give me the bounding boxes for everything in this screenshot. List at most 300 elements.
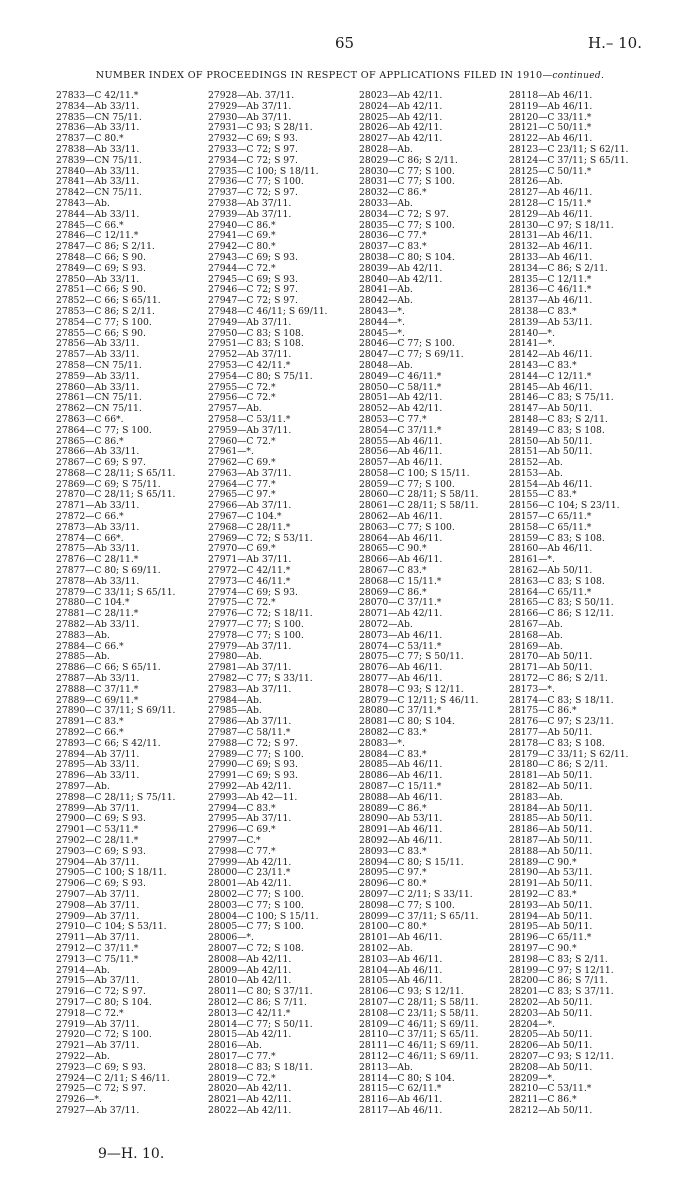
index-entry: 27854—C 77; S 100. — [56, 316, 152, 328]
index-entry: 27860—Ab 33/11. — [56, 381, 140, 393]
index-entry: 28132—Ab 46/11. — [509, 241, 593, 253]
index-entry: 28109—C 46/11; S 69/11. — [359, 1018, 479, 1030]
index-entry: 28148—C 83; S 2/11. — [509, 413, 608, 425]
index-entry: 28184—Ab 50/11. — [509, 802, 593, 814]
index-entry: 27953—C 42/11.* — [208, 359, 291, 371]
index-entry: 27954—C 80; S 75/11. — [208, 370, 313, 382]
index-entry: 28068—C 15/11.* — [359, 575, 442, 587]
index-entry: 28044—*. — [359, 316, 405, 328]
index-entry: 28100—C 80.* — [359, 921, 427, 933]
index-entry: 27956—C 72.* — [208, 392, 276, 404]
index-entry: 28086—Ab 46/11. — [359, 770, 443, 782]
index-entry: 28153—Ab. — [509, 467, 563, 479]
index-entry: 27919—Ab 37/11. — [56, 1018, 140, 1030]
index-entry: 28172—C 86; S 2/11. — [509, 673, 608, 685]
index-entry: 28034—C 72; S 97. — [359, 208, 449, 220]
index-entry: 28087—C 15/11.* — [359, 781, 442, 792]
index-entry: 28097—C 2/11; S 33/11. — [359, 888, 473, 900]
index-entry: 27921—Ab 37/11. — [56, 1040, 140, 1052]
index-entry: 28176—C 97; S 23/11. — [509, 716, 614, 728]
index-entry: 28152—Ab. — [509, 457, 563, 469]
index-entry: 28211—C 86.* — [509, 1094, 577, 1106]
index-entry: 27905—C 100; S 18/11. — [56, 867, 167, 879]
index-entry: 28040—Ab 42/11. — [359, 273, 443, 285]
index-entry: 27834—Ab 33/11. — [56, 100, 140, 112]
index-entry: 28145—Ab 46/11. — [509, 381, 593, 393]
index-entry: 28090—Ab 53/11. — [359, 813, 443, 825]
index-entry: 28069—C 86.* — [359, 586, 427, 598]
index-entry: 28140—*. — [509, 327, 555, 339]
index-entry: 28185—Ab 50/11. — [509, 813, 593, 825]
index-entry: 28038—C 80; S 104. — [359, 251, 455, 263]
index-entry: 27997—C.* — [208, 834, 261, 846]
index-entry: 27985—Ab. — [208, 705, 262, 717]
index-entry: 28039—Ab 42/11. — [359, 262, 443, 274]
index-entry: 28198—C 83; S 2/11. — [509, 953, 608, 965]
index-entry: 27986—Ab 37/11. — [208, 716, 292, 728]
index-entry: 28020—Ab 42/11. — [208, 1083, 292, 1095]
index-entry: 28077—Ab 46/11. — [359, 673, 443, 685]
index-entry: 28060—C 28/11; S 58/11. — [359, 489, 479, 501]
index-entry: 27881—C 28/11.* — [56, 608, 139, 620]
index-entry: 28119—Ab 46/11. — [509, 100, 593, 112]
index-entry: 28107—C 28/11; S 58/11. — [359, 996, 479, 1008]
index-entry: 28139—Ab 53/11. — [509, 316, 593, 328]
index-entry: 27971—Ab 37/11. — [208, 554, 292, 566]
index-column-4 — [509, 91, 628, 1117]
index-entry: 28212—Ab 50/11. — [509, 1104, 593, 1116]
index-entry: 28079—C 12/11; S 46/11. — [359, 694, 479, 706]
index-entry: 27982—C 77; S 33/11. — [208, 673, 313, 685]
index-entry: 27868—C 28/11; S 65/11. — [56, 467, 176, 479]
index-entry: 27913—C 75/11.* — [56, 953, 139, 965]
index-entry: 27833—C 42/11.* — [56, 90, 139, 101]
index-entry: 28150—Ab 50/11. — [509, 435, 593, 447]
index-entry: 27843—Ab. — [56, 197, 110, 209]
index-entry: 28131—Ab 46/11. — [509, 230, 593, 242]
index-entry: 28000—C 23/11.* — [208, 867, 291, 879]
index-entry: 28027—Ab 42/11. — [359, 133, 443, 145]
index-entry: 27943—C 69; S 93. — [208, 251, 298, 263]
index-entry: 28084—C 83.* — [359, 748, 427, 760]
index-entry: 28168—Ab. — [509, 629, 563, 641]
index-entry: 28141—*. — [509, 338, 555, 350]
index-entry: 27973—C 46/11.* — [208, 575, 291, 587]
index-entry: 27959—Ab 37/11. — [208, 424, 292, 436]
index-entry: 28066—Ab 46/11. — [359, 554, 443, 566]
index-entry: 28204—*. — [509, 1018, 555, 1030]
index-entry: 27987—C 58/11.* — [208, 727, 291, 739]
index-entry: 28147—Ab 50/11. — [509, 403, 593, 415]
index-entry: 28088—Ab 46/11. — [359, 791, 443, 803]
index-entry: 27967—C 104.* — [208, 511, 282, 523]
index-entry: 28144—C 12/11.* — [509, 370, 592, 382]
index-entry: 28178—C 83; S 108. — [509, 737, 605, 749]
index-entry: 28083—*. — [359, 737, 405, 749]
index-entry: 28165—C 83; S 50/11. — [509, 597, 614, 609]
index-entry: 28123—C 23/11; S 62/11. — [509, 143, 629, 155]
index-entry: 27836—Ab 33/11. — [56, 122, 140, 134]
index-entry: 28050—C 58/11.* — [359, 381, 442, 393]
index-entry: 27885—Ab. — [56, 651, 110, 663]
index-entry: 28093—C 83.* — [359, 845, 427, 857]
index-entry: 27842—CN 75/11. — [56, 187, 142, 199]
index-entry: 28174—C 83; S 18/11. — [509, 694, 614, 706]
index-entry: 27964—C 77.* — [208, 478, 276, 490]
index-entry: 28115—C 62/11.* — [359, 1083, 442, 1095]
index-entry: 27886—C 66; S 65/11. — [56, 662, 161, 674]
index-entry: 27923—C 69; S 93. — [56, 1061, 146, 1073]
index-entry: 28135—C 12/11.* — [509, 273, 592, 285]
index-entry: 28192—C 83.* — [509, 888, 577, 900]
index-entry: 28179—C 33/11; S 62/11. — [509, 748, 629, 760]
index-entry: 27989—C 77; S 100. — [208, 748, 304, 760]
index-entry: 28065—C 90.* — [359, 543, 427, 555]
index-entry: 28122—Ab 46/11. — [509, 133, 593, 145]
index-entry: 27990—C 69; S 93. — [208, 759, 298, 771]
index-entry: 27867—C 69; S 97. — [56, 457, 146, 469]
index-entry: 28103—Ab 46/11. — [359, 953, 443, 965]
index-entry: 28166—C 86; S 12/11. — [509, 608, 614, 620]
index-entry: 28091—Ab 46/11. — [359, 824, 443, 836]
index-entry: 27841—Ab 33/11. — [56, 176, 140, 188]
index-entry: 27846—C 12/11.* — [56, 230, 139, 242]
index-entry: 27851—C 66; S 90. — [56, 284, 146, 296]
index-entry: 27866—Ab 33/11. — [56, 446, 140, 458]
index-entry: 27931—C 93; S 28/11. — [208, 122, 313, 134]
index-entry: 28032—C 86.* — [359, 187, 427, 199]
index-entry: 27977—C 77; S 100. — [208, 619, 304, 631]
index-entry: 28125—C 50/11.* — [509, 165, 592, 177]
index-entry: 27869—C 69; S 75/11. — [56, 478, 161, 490]
index-entry: 27902—C 28/11.* — [56, 834, 139, 846]
index-entry: 27897—Ab. — [56, 781, 110, 792]
index-entry: 28113—Ab. — [359, 1061, 413, 1073]
index-entry: 27865—C 86.* — [56, 435, 124, 447]
index-entry: 27893—C 66; S 42/11. — [56, 737, 161, 749]
index-entry: 28114—C 80; S 104. — [359, 1072, 455, 1084]
index-entry: 28162—Ab 50/11. — [509, 565, 593, 577]
index-entry: 27925—C 72; S 97. — [56, 1083, 146, 1095]
index-entry: 28177—Ab 50/11. — [509, 727, 593, 739]
index-entry: 27847—C 86; S 2/11. — [56, 241, 155, 253]
index-entry: 28187—Ab 50/11. — [509, 834, 593, 846]
index-entry: 27883—Ab. — [56, 629, 110, 641]
index-column-1 — [56, 91, 175, 1117]
index-entry: 27875—Ab 33/11. — [56, 543, 140, 555]
index-entry: 27960—C 72.* — [208, 435, 276, 447]
index-entry: 27968—C 28/11.* — [208, 521, 291, 533]
index-entry: 28028—Ab. — [359, 143, 413, 155]
index-entry: 28128—C 15/11.* — [509, 197, 592, 209]
index-entry: 27908—Ab 37/11. — [56, 899, 140, 911]
index-entry: 28045—*. — [359, 327, 405, 339]
index-entry: 27980—Ab. — [208, 651, 262, 663]
index-entry: 28182—Ab 50/11. — [509, 781, 593, 792]
index-entry: 28137—Ab 46/11. — [509, 295, 593, 307]
index-entry: 28175—C 86.* — [509, 705, 577, 717]
index-entry: 27915—Ab 37/11. — [56, 975, 140, 987]
index-entry: 28049—C 46/11.* — [359, 370, 442, 382]
index-entry: 27938—Ab 37/11. — [208, 197, 292, 209]
index-entry: 27844—Ab 33/11. — [56, 208, 140, 220]
index-entry: 28104—Ab 46/11. — [359, 964, 443, 976]
index-entry: 27926—*. — [56, 1094, 102, 1106]
index-entry: 27996—C 69.* — [208, 824, 276, 836]
index-entry: 28023—Ab 42/11. — [359, 90, 443, 101]
index-entry: 27920—C 72; S 100. — [56, 1029, 152, 1041]
index-entry: 28002—C 77; S 100. — [208, 888, 304, 900]
index-entry: 28014—C 77; S 50/11. — [208, 1018, 313, 1030]
index-entry: 27935—C 100; S 18/11. — [208, 165, 319, 177]
index-entry: 28078—C 93; S 12/11. — [359, 683, 464, 695]
index-entry: 28210—C 53/11.* — [509, 1083, 592, 1095]
index-entry: 27861—CN 75/11. — [56, 392, 142, 404]
index-entry: 28001—Ab 42/11. — [208, 878, 292, 890]
index-entry: 28200—C 86; S 7/11. — [509, 975, 608, 987]
index-entry: 27934—C 72; S 97. — [208, 154, 298, 166]
index-entry: 28012—C 86; S 7/11. — [208, 996, 307, 1008]
index-entry: 28094—C 80; S 15/11. — [359, 856, 464, 868]
index-entry: 28024—Ab 42/11. — [359, 100, 443, 112]
index-entry: 28073—Ab 46/11. — [359, 629, 443, 641]
index-entry: 27949—Ab 37/11. — [208, 316, 292, 328]
index-entry: 27930—Ab 37/11. — [208, 111, 292, 123]
index-entry: 27903—C 69; S 93. — [56, 845, 146, 857]
index-entry: 28149—C 83; S 108. — [509, 424, 605, 436]
index-entry: 27899—Ab 37/11. — [56, 802, 140, 814]
index-entry: 27882—Ab 33/11. — [56, 619, 140, 631]
index-entry: 28101—Ab 46/11. — [359, 932, 443, 944]
index-entry: 28092—Ab 46/11. — [359, 834, 443, 846]
index-entry: 27879—C 33/11; S 65/11. — [56, 586, 176, 598]
index-entry: 27927—Ab 37/11. — [56, 1104, 140, 1116]
index-entry: 28116—Ab 46/11. — [359, 1094, 443, 1106]
index-entry: 27872—C 66.* — [56, 511, 124, 523]
index-entry: 28118—Ab 46/11. — [509, 90, 593, 101]
index-entry: 27963—Ab 37/11. — [208, 467, 292, 479]
index-entry: 27939—Ab 37/11. — [208, 208, 292, 220]
index-entry: 27950—C 83; S 108. — [208, 327, 304, 339]
index-entry: 27972—C 42/11.* — [208, 565, 291, 577]
index-entry: 27929—Ab 37/11. — [208, 100, 292, 112]
index-entry: 27912—C 37/11.* — [56, 942, 139, 954]
index-entry: 28106—C 93; S 12/11. — [359, 986, 464, 998]
index-entry: 27894—Ab 37/11. — [56, 748, 140, 760]
index-entry: 28070—C 37/11.* — [359, 597, 442, 609]
index-entry: 28047—C 77; S 69/11. — [359, 349, 464, 361]
index-entry: 27965—C 97.* — [208, 489, 276, 501]
index-entry: 28188—Ab 50/11. — [509, 845, 593, 857]
index-entry: 27998—C 77.* — [208, 845, 276, 857]
index-entry: 27849—C 69; S 93. — [56, 262, 146, 274]
index-entry: 28143—C 83.* — [509, 359, 577, 371]
index-entry: 28173—*. — [509, 683, 555, 695]
index-entry: 28061—C 28/11; S 58/11. — [359, 500, 479, 512]
index-entry: 28146—C 83; S 75/11. — [509, 392, 614, 404]
index-entry: 27981—Ab 37/11. — [208, 662, 292, 674]
index-entry: 28059—C 77; S 100. — [359, 478, 455, 490]
index-entry: 28058—C 100; S 15/11. — [359, 467, 470, 479]
index-entry: 27999—Ab 42/11. — [208, 856, 292, 868]
index-entry: 28082—C 83.* — [359, 727, 427, 739]
index-entry: 28171—Ab 50/11. — [509, 662, 593, 674]
index-entry: 28163—C 83; S 108. — [509, 575, 605, 587]
index-entry: 27840—Ab 33/11. — [56, 165, 140, 177]
index-entry: 28075—C 77; S 50/11. — [359, 651, 464, 663]
index-entry: 27901—C 53/11.* — [56, 824, 139, 836]
index-entry: 27952—Ab 37/11. — [208, 349, 292, 361]
index-entry: 27835—CN 75/11. — [56, 111, 142, 123]
index-entry: 27922—Ab. — [56, 1050, 110, 1062]
index-entry: 28013—C 42/11.* — [208, 1007, 291, 1019]
index-entry: 28154—Ab 46/11. — [509, 478, 593, 490]
index-entry: 27933—C 72; S 97. — [208, 143, 298, 155]
index-entry: 28043—*. — [359, 305, 405, 317]
index-entry: 27992—Ab 42/11. — [208, 781, 292, 792]
index-entry: 28105—Ab 46/11. — [359, 975, 443, 987]
index-entry: 28169—Ab. — [509, 640, 563, 652]
index-entry: 28127—Ab 46/11. — [509, 187, 593, 199]
index-entry: 27891—C 83.* — [56, 716, 124, 728]
index-entry: 28022—Ab 42/11. — [208, 1104, 292, 1116]
index-entry: 28156—C 104; S 23/11. — [509, 500, 620, 512]
index-entry: 28207—C 93; S 12/11. — [509, 1050, 614, 1062]
index-entry: 28193—Ab 50/11. — [509, 899, 593, 911]
index-entry: 28037—C 83.* — [359, 241, 427, 253]
index-entry: 28205—Ab 50/11. — [509, 1029, 593, 1041]
index-entry: 27970—C 69.* — [208, 543, 276, 555]
index-entry: 28062—Ab 46/11. — [359, 511, 443, 523]
index-entry: 27892—C 66.* — [56, 727, 124, 739]
index-entry: 28186—Ab 50/11. — [509, 824, 593, 836]
index-entry: 28134—C 86; S 2/11. — [509, 262, 608, 274]
index-entry: 27845—C 66.* — [56, 219, 124, 231]
index-entry: 28081—C 80; S 104. — [359, 716, 455, 728]
index-entry: 28111—C 46/11; S 69/11. — [359, 1040, 479, 1052]
index-entry: 28181—Ab 50/11. — [509, 770, 593, 782]
index-entry: 27848—C 66; S 90. — [56, 251, 146, 263]
index-entry: 28042—Ab. — [359, 295, 413, 307]
index-entry: 28035—C 77; S 100. — [359, 219, 455, 231]
index-entry: 28180—C 86; S 2/11. — [509, 759, 608, 771]
index-entry: 28018—C 83; S 18/11. — [208, 1061, 313, 1073]
index-entry: 28209—*. — [509, 1072, 555, 1084]
index-entry: 28025—Ab 42/11. — [359, 111, 443, 123]
index-entry: 27976—C 72; S 18/11. — [208, 608, 313, 620]
index-entry: 27924—C 2/11; S 46/11. — [56, 1072, 170, 1084]
index-entry: 27948—C 46/11; S 69/11. — [208, 305, 328, 317]
index-entry: 27945—C 69; S 93. — [208, 273, 298, 285]
index-entry: 28015—Ab 42/11. — [208, 1029, 292, 1041]
index-entry: 28191—Ab 50/11. — [509, 878, 593, 890]
index-entry: 28160—Ab 46/11. — [509, 543, 593, 555]
index-entry: 27914—Ab. — [56, 964, 110, 976]
index-entry: 28108—C 23/11; S 58/11. — [359, 1007, 479, 1019]
index-entry: 27969—C 72; S 53/11. — [208, 532, 313, 544]
index-entry: 27895—Ab 33/11. — [56, 759, 140, 771]
index-entry: 28067—C 83.* — [359, 565, 427, 577]
index-entry: 28124—C 37/11; S 65/11. — [509, 154, 629, 166]
index-entry: 28203—Ab 50/11. — [509, 1007, 593, 1019]
index-entry: 28195—Ab 50/11. — [509, 921, 593, 933]
index-entry: 28159—C 83; S 108. — [509, 532, 605, 544]
index-entry: 28126—Ab. — [509, 176, 563, 188]
index-entry: 28009—Ab 42/11. — [208, 964, 292, 976]
index-entry: 28155—C 83.* — [509, 489, 577, 501]
index-entry: 27898—C 28/11; S 75/11. — [56, 791, 176, 803]
index-entry: 27862—CN 75/11. — [56, 403, 142, 415]
index-entry: 28096—C 80.* — [359, 878, 427, 890]
index-entry: 28074—C 53/11.* — [359, 640, 442, 652]
index-entry: 27979—Ab 37/11. — [208, 640, 292, 652]
index-entry: 28048—Ab. — [359, 359, 413, 371]
index-entry: 27839—CN 75/11. — [56, 154, 142, 166]
index-entry: 28056—Ab 46/11. — [359, 446, 443, 458]
index-entry: 27932—C 69; S 93. — [208, 133, 298, 145]
index-entry: 28099—C 37/11; S 65/11. — [359, 910, 479, 922]
index-entry: 27961—*. — [208, 446, 254, 458]
index-entry: 27988—C 72; S 97. — [208, 737, 298, 749]
index-entry: 27975—C 72.* — [208, 597, 276, 609]
index-entry: 27944—C 72.* — [208, 262, 276, 274]
index-entry: 27890—C 37/11; S 69/11. — [56, 705, 176, 717]
index-entry: 27837—C 80.* — [56, 133, 124, 145]
index-entry: 27911—Ab 37/11. — [56, 932, 140, 944]
index-entry: 27940—C 86.* — [208, 219, 276, 231]
index-entry: 28019—C 72.* — [208, 1072, 276, 1084]
index-entry: 28120—C 33/11.* — [509, 111, 592, 123]
index-entry: 28046—C 77; S 100. — [359, 338, 455, 350]
document-reference: H.– 10. — [588, 34, 642, 52]
index-entry: 28006—*. — [208, 932, 254, 944]
index-entry: 28158—C 65/11.* — [509, 521, 592, 533]
index-entry: 28076—Ab 46/11. — [359, 662, 443, 674]
index-entry: 28112—C 46/11; S 69/11. — [359, 1050, 479, 1062]
index-entry: 28004—C 100; S 15/11. — [208, 910, 319, 922]
index-entry: 28033—Ab. — [359, 197, 413, 209]
index-entry: 28041—Ab. — [359, 284, 413, 296]
index-entry: 28189—C 90.* — [509, 856, 577, 868]
index-entry: 27991—C 69; S 93. — [208, 770, 298, 782]
index-entry: 28016—Ab. — [208, 1040, 262, 1052]
index-entry: 28055—Ab 46/11. — [359, 435, 443, 447]
index-entry: 28057—Ab 46/11. — [359, 457, 443, 469]
index-entry: 27910—C 104; S 53/11. — [56, 921, 167, 933]
index-entry: 27855—C 66; S 90. — [56, 327, 146, 339]
index-entry: 28208—Ab 50/11. — [509, 1061, 593, 1073]
index-entry: 28194—Ab 50/11. — [509, 910, 593, 922]
index-entry: 27853—C 86; S 2/11. — [56, 305, 155, 317]
index-entry: 27928—Ab. 37/11. — [208, 90, 295, 101]
index-entry: 27863—C 66*. — [56, 413, 124, 425]
index-entry: 28130—C 97; S 18/11. — [509, 219, 614, 231]
index-entry: 27857—Ab 33/11. — [56, 349, 140, 361]
index-entry: 27877—C 80; S 69/11. — [56, 565, 161, 577]
index-entry: 27955—C 72.* — [208, 381, 276, 393]
index-entry: 28054—C 37/11.* — [359, 424, 442, 436]
index-entry: 28064—Ab 46/11. — [359, 532, 443, 544]
index-entry: 28133—Ab 46/11. — [509, 251, 593, 263]
index-entry: 27962—C 69.* — [208, 457, 276, 469]
index-entry: 28029—C 86; S 2/11. — [359, 154, 458, 166]
index-entry: 28157—C 65/11.* — [509, 511, 592, 523]
index-entry: 28110—C 37/11; S 65/11. — [359, 1029, 479, 1041]
page-number: 65 — [335, 34, 355, 52]
index-entry: 27887—Ab 33/11. — [56, 673, 140, 685]
index-entry: 27884—C 66.* — [56, 640, 124, 652]
index-entry: 28102—Ab. — [359, 942, 413, 954]
